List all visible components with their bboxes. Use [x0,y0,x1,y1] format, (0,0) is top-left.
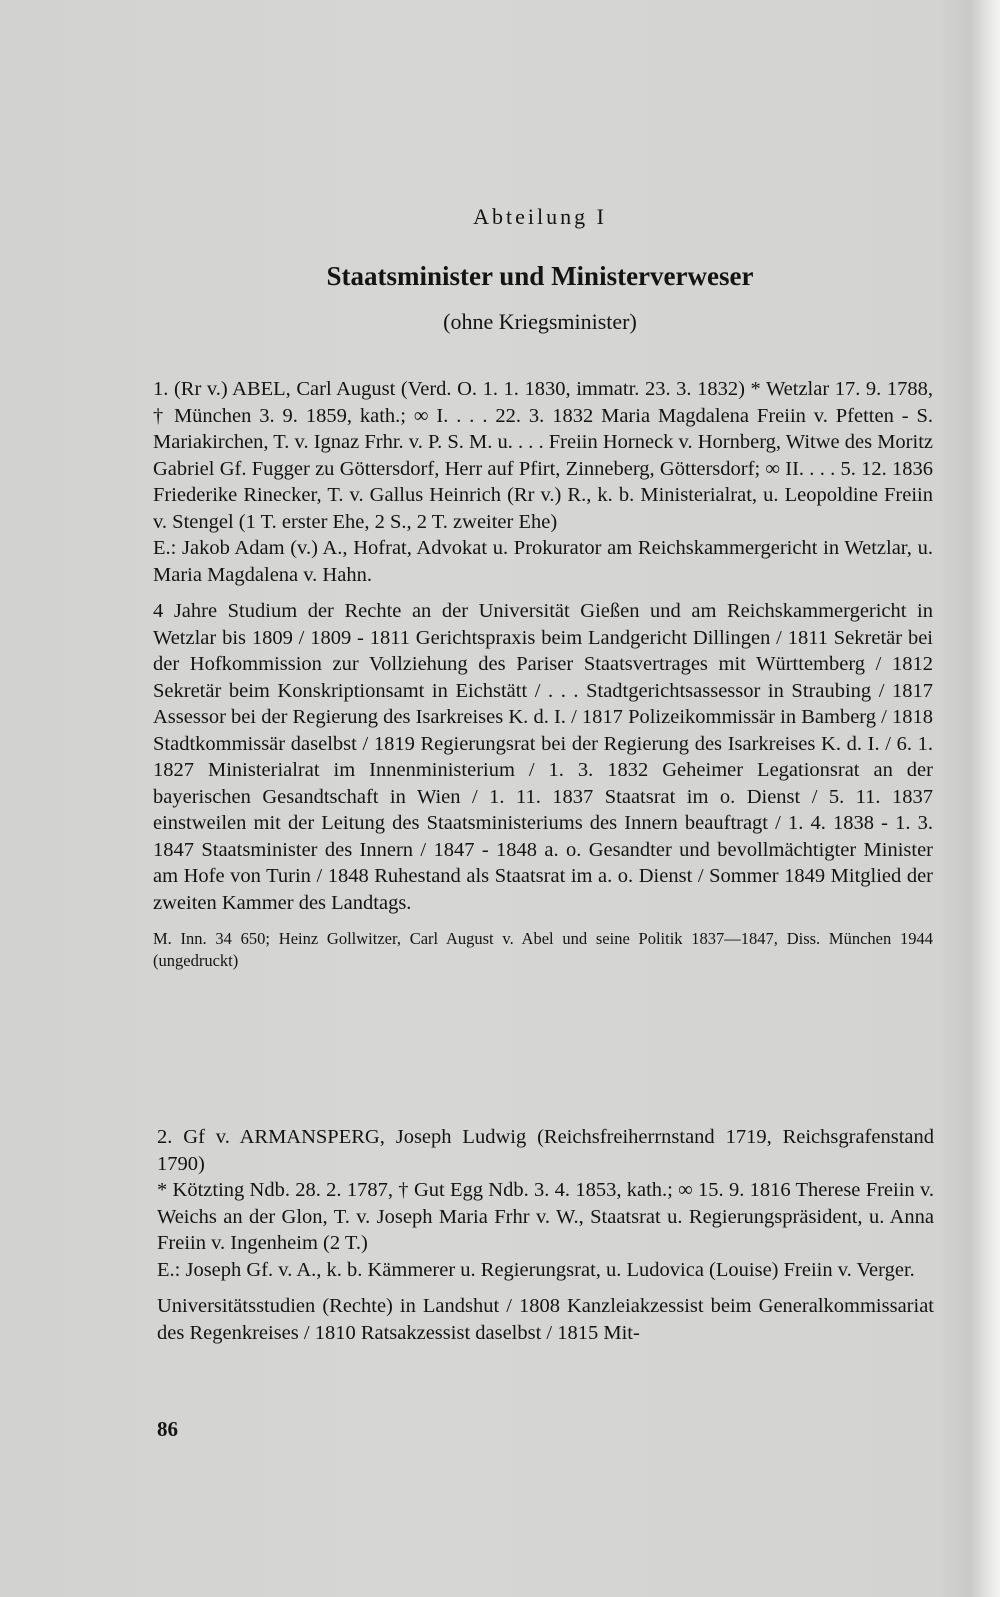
page-number: 86 [157,1417,178,1441]
section-subtitle: (ohne Kriegsminister) [443,309,637,334]
entry-career: Universitätsstudien (Rechte) in Landshut / 1808 Kanzleiakzessist beim Generalkommissariat des Regenkreises / 1810 Ratsakzessist daselbst / 1815 Mit- [157,1295,934,1344]
entry-sources: M. Inn. 34 650; Heinz Gollwitzer, Carl August v. Abel und seine Politik 1837—1847, Diss. München 1944 (ungedruckt) [153,929,933,970]
entry-header: 2. Gf v. ARMANSPERG, Joseph Ludwig (Reichsfreiherrnstand 1719, Reichsgrafenstand 1790) [157,1126,934,1175]
entry-header: 1. (Rr v.) ABEL, Carl August (Verd. O. 1. 1. 1830, immatr. 23. 3. 1832) * Wetzlar 17. 9. 1788, † München 3. 9. 1859, kath.; ∞ I. . . . 22. 3. 1832 Maria Magdalena Freiin v. Pfetten - S. Mariakirchen, T. v. Ignaz Frhr. v. P. S. M. u. . . . Freiin Horneck v. Hornberg, Witwe des Moritz Gabriel Gf. Fugger zu Göttersdorf, Herr auf Pfirt, Zinneberg, Göttersdorf; ∞ II. . . . 5. 12. 1836 Friederike Rinecker, T. v. Gallus Heinrich (Rr v.) R., k. b. Ministerialrat, u. Leopoldine Freiin v. Stengel (1 T. erster Ehe, 2 S., 2 T. zweiter Ehe) [153,378,933,533]
entry-armansperg [157,1124,934,1346]
entry-parents: E.: Jakob Adam (v.) A., Hofrat, Advokat u. Prokurator am Reichskammergericht in Wetzlar, u. Maria Magdalena v. Hahn. [153,537,933,586]
section-label: Abteilung I [473,204,607,229]
entry-career: 4 Jahre Studium der Rechte an der Universität Gießen und am Reichskammergericht in Wetzlar bis 1809 / 1809 - 1811 Gerichtspraxis beim Landgericht Dillingen / 1811 Sekretär bei der Hofkommission zur Vollziehung des Pariser Staatsvertrages mit Württemberg / 1812 Sekretär beim Konskriptionsamt in Eichstätt / . . . Stadtgerichtsassessor in Straubing / 1817 Assessor bei der Regierung des Isarkreises K. d. I. / 1817 Polizeikommissär in Bamberg / 1818 Stadtkommissär daselbst / 1819 Regierungsrat bei der Regierung des Isarkreises K. d. I. / 6. 1. 1827 Ministerialrat im Innenministerium / 1. 3. 1832 Geheimer Legationsrat an der bayerischen Gesandtschaft in Wien / 1. 11. 1837 Staatsrat im o. Dienst / 5. 11. 1837 einstweilen mit der Leitung des Staatsministeriums des Innern beauftragt / 1. 4. 1838 - 1. 3. 1847 Staatsminister des Innern / 1847 - 1848 a. o. Gesandter und bevollmächtigter Minister am Hofe von Turin / 1848 Ruhestand als Staatsrat im a. o. Dienst / Sommer 1849 Mitglied der zweiten Kammer des Landtags. [153,600,933,914]
entry-abel [153,376,933,972]
entry-parents: E.: Joseph Gf. v. A., k. b. Kämmerer u. Regierungsrat, u. Ludovica (Louise) Freiin v. Verger. [157,1258,915,1281]
entry-birth: * Kötzting Ndb. 28. 2. 1787, † Gut Egg Ndb. 3. 4. 1853, kath.; ∞ 15. 9. 1816 Therese Freiin v. Weichs an der Glon, T. v. Joseph Maria Frhr v. W., Staatsrat u. Regierungspräsident, u. Anna Freiin v. Ingenheim (2 T.) [157,1179,934,1254]
section-title: Staatsminister und Ministerverweser [326,261,754,291]
